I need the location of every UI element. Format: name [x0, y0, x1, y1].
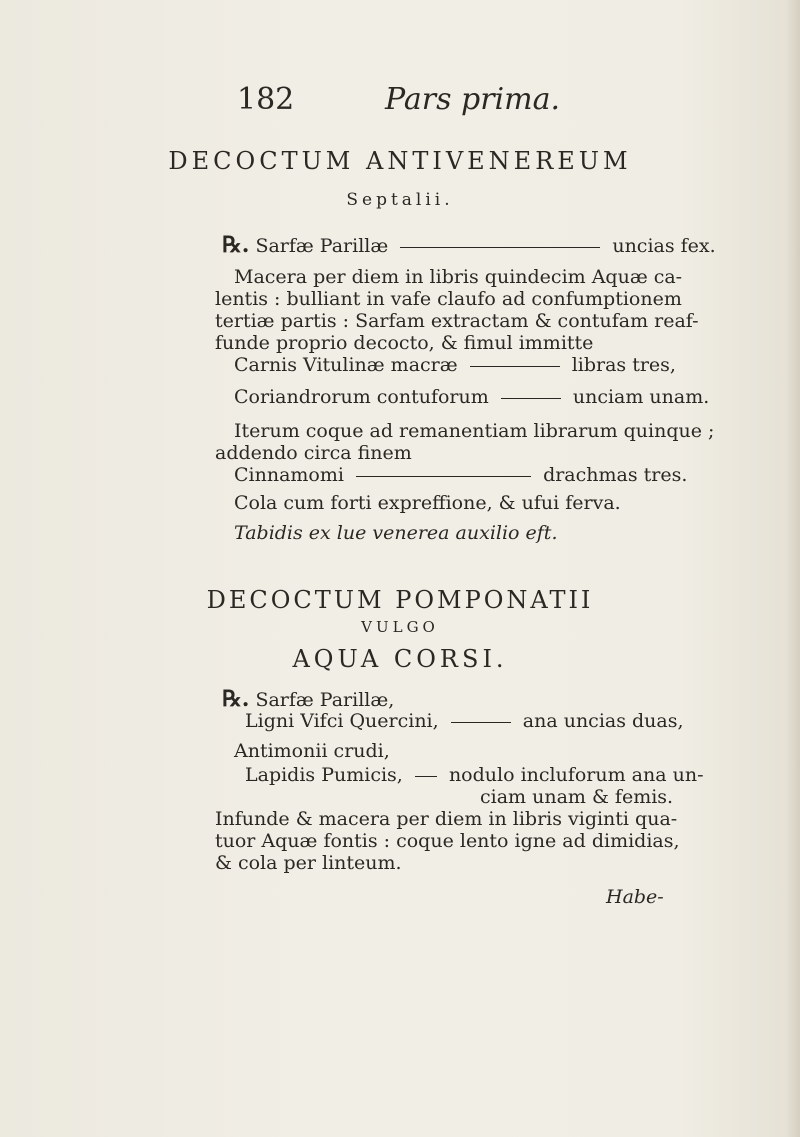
ingredient-name: Lapidis Pumicis,	[245, 764, 403, 786]
ingredient-quantity: unciam unam.	[572, 386, 710, 408]
ingredient-name: Sarfæ Parillæ,	[255, 689, 395, 711]
ingredient-quantity: libras tres,	[571, 354, 676, 376]
catchword: Habe-	[606, 886, 664, 908]
ingredient-name: Carnis Vitulinæ macræ	[234, 354, 458, 376]
ingredient-name: Sarfæ Parillæ	[255, 235, 389, 257]
recipe2-para-line1: Infunde & macera per diem in libris viginti qua-	[215, 808, 678, 830]
leader-dash	[470, 366, 560, 367]
recipe2-para-line2: tuor Aquæ fontis : coque lento igne ad dimidias,	[215, 830, 680, 852]
leader-dash	[356, 476, 531, 477]
recipe1-para1-line3: tertiæ partis : Sarfam extractam & contufam reaf-	[215, 310, 699, 332]
ingredient-quantity: drachmas tres.	[543, 464, 688, 486]
recipe1-ingredient2	[234, 354, 676, 376]
ingredient-name: Cinnamomi	[234, 464, 344, 486]
ingredient-quantity: nodulo incluforum ana un-	[448, 764, 704, 786]
recipe2-subtitle: AQUA CORSI.	[292, 645, 508, 673]
recipe1-title: DECOCTUM ANTIVENEREUM	[168, 147, 632, 175]
running-title: Pars prima.	[385, 82, 561, 117]
rx-symbol: ℞.	[222, 686, 250, 712]
recipe1-cola-line: Cola cum forti expreffione, & ufui ferva.	[234, 492, 621, 514]
recipe2-ingredient3: Antimonii crudi,	[234, 740, 390, 762]
recipe2-ingredient2	[245, 710, 684, 732]
recipe1-para1-line1: Macera per diem in libris quindecim Aquæ ca-	[234, 266, 683, 288]
recipe1-para2-line2: addendo circa finem	[215, 442, 412, 464]
leader-dash	[415, 776, 437, 777]
recipe1-author: Septalii.	[346, 190, 454, 210]
ingredient-name: Coriandrorum contuforum	[234, 386, 489, 408]
ingredient-name: Ligni Vifci Quercini,	[245, 710, 439, 732]
leader-dash	[501, 398, 561, 399]
ingredient-quantity: ana uncias duas,	[522, 710, 684, 732]
recipe1-para1-line2: lentis : bulliant in vafe claufo ad confumptionem	[215, 288, 682, 310]
recipe2-vulgo: VULGO	[361, 618, 439, 636]
recipe2-title: DECOCTUM POMPONATII	[206, 586, 594, 614]
recipe2-ingredient4	[245, 764, 704, 786]
recipe1-ingredient4	[234, 464, 687, 486]
page-number: 182	[237, 82, 295, 117]
recipe1-ingredient1	[222, 234, 716, 257]
recipe1-note: Tabidis ex lue venerea auxilio eft.	[234, 522, 558, 544]
ingredient-quantity: uncias fex.	[612, 235, 716, 257]
recipe1-para2-line1: Iterum coque ad remanentiam librarum quinque ;	[234, 420, 715, 442]
rx-symbol: ℞.	[222, 232, 250, 258]
recipe2-ingredient4-qty-line2: ciam unam & femis.	[480, 786, 674, 808]
recipe1-ingredient3	[234, 386, 709, 408]
leader-dash	[451, 722, 511, 723]
recipe1-para1-line4: funde proprio decocto, & fimul immitte	[215, 332, 594, 354]
recipe2-ingredient1	[222, 688, 394, 711]
leader-dash	[400, 247, 600, 248]
recipe2-para-line3: & cola per linteum.	[215, 852, 402, 874]
